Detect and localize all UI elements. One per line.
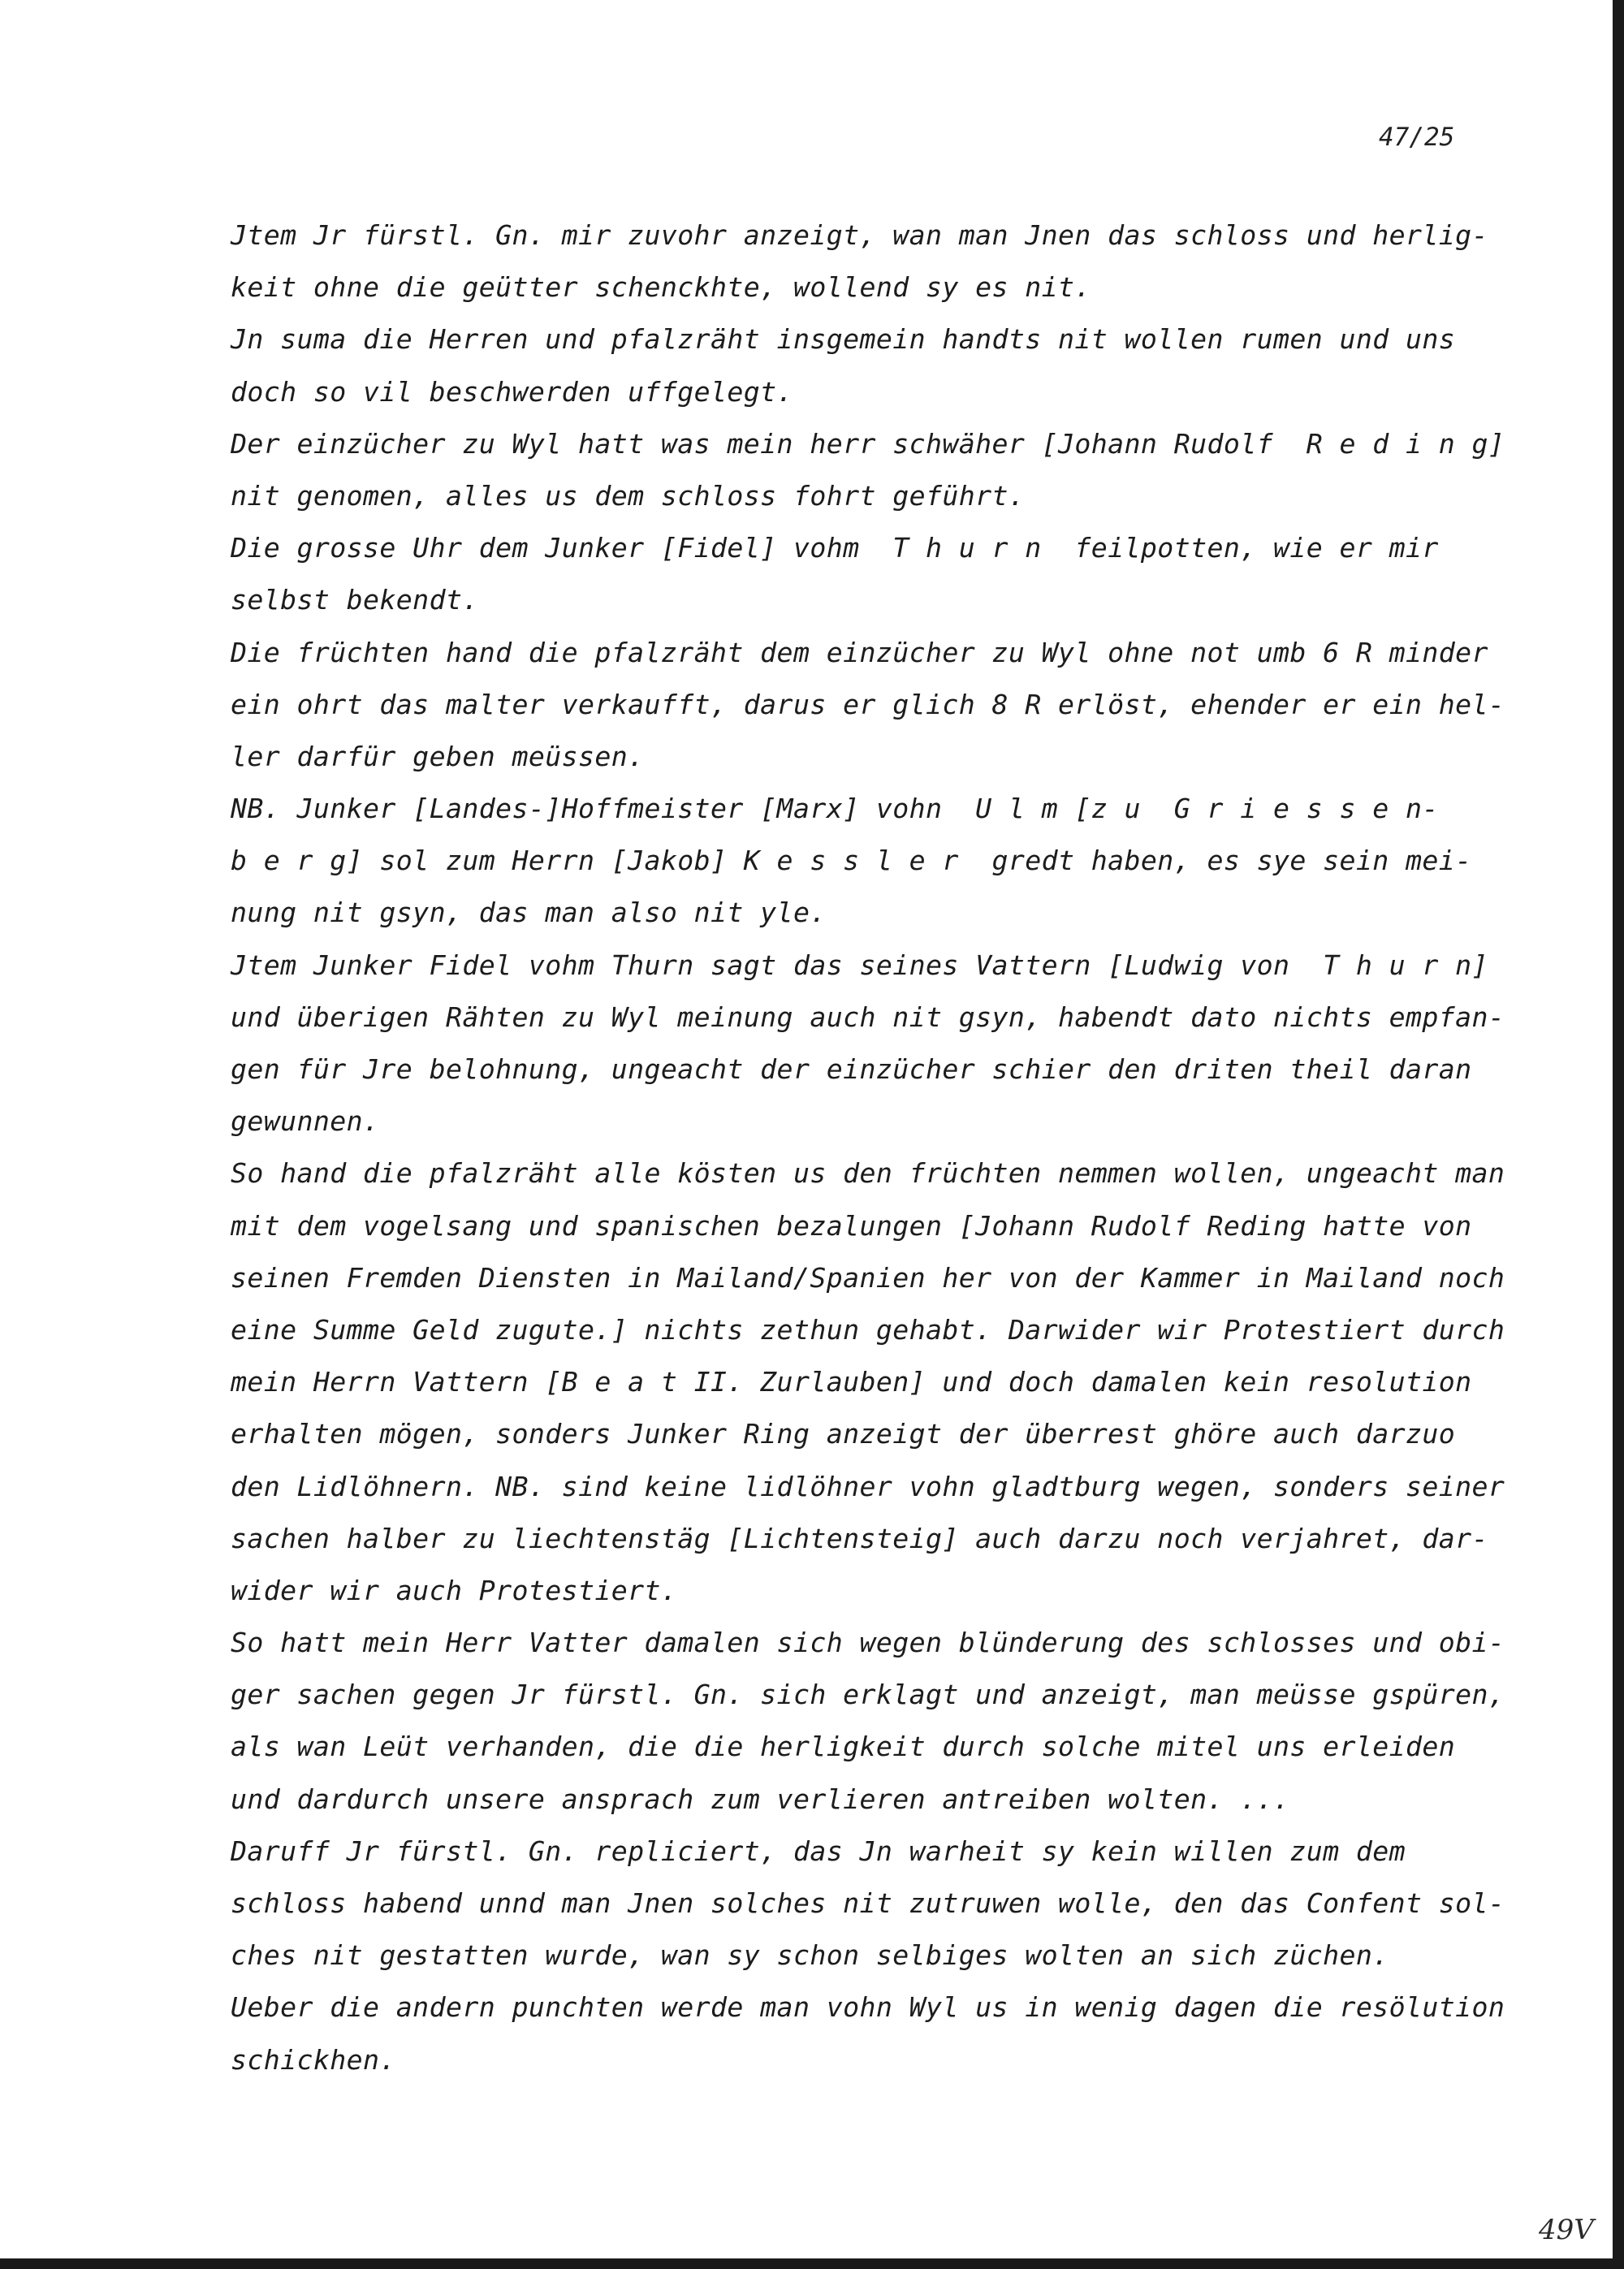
handwritten-page-mark bbox=[1539, 2214, 1604, 2254]
text-line: eine Summe Geld zugute.] nichts zethun gehabt. Darwider wir Protestiert durch bbox=[231, 1313, 1505, 1346]
text-line: ler darfür geben meüssen. bbox=[231, 740, 645, 772]
text-line: So hand die pfalzräht alle kösten us den früchten nemmen wollen, ungeacht man bbox=[231, 1157, 1505, 1190]
text-line: mein Herrn Vattern [B e a t II. Zurlauben] und doch damalen kein resolution bbox=[231, 1366, 1472, 1398]
text-line: erhalten mögen, sonders Junker Ring anzeigt der überrest ghöre auch darzuo bbox=[231, 1418, 1456, 1450]
text-line: ger sachen gegen Jr fürstl. Gn. sich erklagt und anzeigt, man meüsse gspüren, bbox=[231, 1679, 1505, 1711]
text-line: gewunnen. bbox=[231, 1105, 380, 1138]
text-line: nung nit gsyn, das man also nit yle. bbox=[231, 897, 827, 929]
text-line: ein ohrt das malter verkaufft, darus er glich 8 R erlöst, ehender er ein hel- bbox=[231, 688, 1505, 720]
document-body bbox=[231, 210, 1530, 2086]
page-number: 47/25 bbox=[1379, 123, 1455, 152]
text-line: Die grosse Uhr dem Junker [Fidel] vohm T h u r n feilpotten, wie er mir bbox=[231, 532, 1439, 564]
text-line: nit genomen, alles us dem schloss fohrt geführt. bbox=[231, 479, 1026, 512]
text-line: sachen halber zu liechtenstäg [Lichtensteig] auch darzu noch verjahret, dar- bbox=[231, 1522, 1488, 1554]
text-line: So hatt mein Herr Vatter damalen sich wegen blünderung des schlosses und obi- bbox=[231, 1627, 1505, 1659]
text-line: Jtem Jr fürstl. Gn. mir zuvohr anzeigt, wan man Jnen das schloss und herlig- bbox=[231, 219, 1488, 251]
text-line: Daruff Jr fürstl. Gn. repliciert, das Jn warheit sy kein willen zum dem bbox=[231, 1835, 1406, 1867]
text-line: schickhen. bbox=[231, 2043, 396, 2076]
text-line: doch so vil beschwerden uffgelegt. bbox=[231, 375, 793, 408]
text-line: keit ohne die geütter schenckhte, wollend sy es nit. bbox=[231, 271, 1091, 304]
text-line: als wan Leüt verhanden, die die herligkeit durch solche mitel uns erleiden bbox=[231, 1731, 1456, 1763]
text-line: selbst bekendt. bbox=[231, 584, 479, 616]
text-line: schloss habend unnd man Jnen solches nit zutruwen wolle, den das Confent sol- bbox=[231, 1887, 1505, 1919]
text-line: Jtem Junker Fidel vohm Thurn sagt das seines Vattern [Ludwig von T h u r n] bbox=[231, 949, 1488, 981]
text-line: Ueber die andern punchten werde man vohn Wyl us in wenig dagen die resölution bbox=[231, 1991, 1505, 2024]
scan-edge-bottom bbox=[0, 2258, 1624, 2269]
text-line: Der einzücher zu Wyl hatt was mein herr schwäher [Johann Rudolf R e d i n g] bbox=[231, 427, 1505, 460]
text-line: gen für Jre belohnung, ungeacht der einzücher schier den driten theil daran bbox=[231, 1053, 1472, 1085]
text-line: und überigen Rähten zu Wyl meinung auch nit gsyn, habendt dato nichts empfan- bbox=[231, 1001, 1505, 1033]
text-line: b e r g] sol zum Herrn [Jakob] K e s s l e r gredt haben, es sye sein mei- bbox=[231, 845, 1472, 877]
text-line: mit dem vogelsang und spanischen bezalungen [Johann Rudolf Reding hatte von bbox=[231, 1209, 1472, 1242]
text-line: ches nit gestatten wurde, wan sy schon selbiges wolten an sich züchen. bbox=[231, 1939, 1389, 1972]
text-line: und dardurch unsere ansprach zum verlieren antreiben wolten. ... bbox=[231, 1783, 1290, 1815]
text-line: seinen Fremden Diensten in Mailand/Spanien her von der Kammer in Mailand noch bbox=[231, 1261, 1505, 1294]
text-line: NB. Junker [Landes-]Hoffmeister [Marx] vohn U l m [z u G r i e s s e n- bbox=[231, 793, 1439, 825]
text-line: wider wir auch Protestiert. bbox=[231, 1574, 678, 1606]
text-line: Jn suma die Herren und pfalzräht insgemein handts nit wollen rumen und uns bbox=[231, 323, 1456, 356]
handwritten-page-mark-text: 49V bbox=[1539, 2214, 1594, 2246]
scan-edge-right bbox=[1613, 0, 1624, 2269]
text-line: Die früchten hand die pfalzräht dem einzücher zu Wyl ohne not umb 6 R minder bbox=[231, 636, 1488, 668]
text-line: den Lidlöhnern. NB. sind keine lidlöhner vohn gladtburg wegen, sonders seiner bbox=[231, 1470, 1505, 1502]
